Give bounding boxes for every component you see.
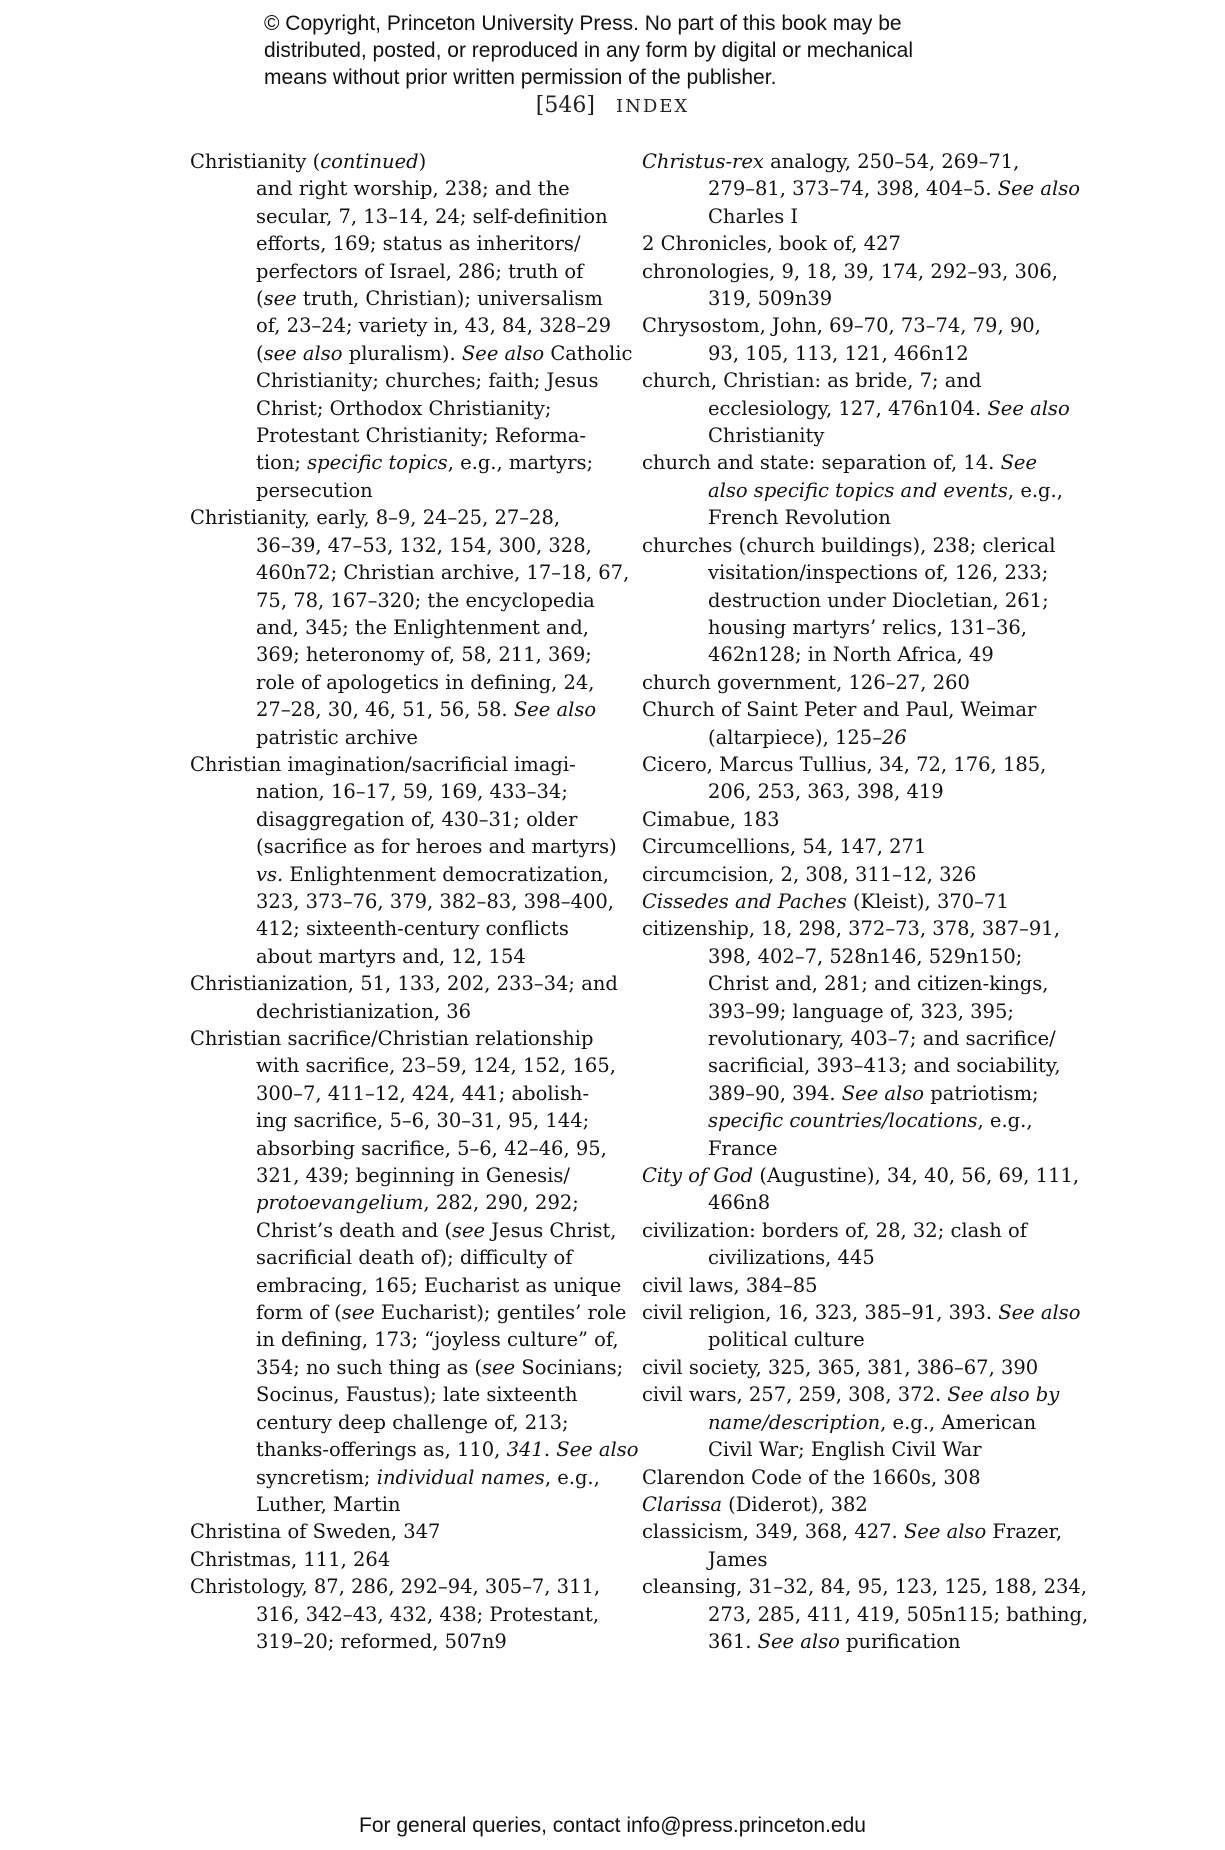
index-column-right xyxy=(642,148,1089,1655)
index-entry xyxy=(642,696,1062,751)
index-entry-subline: 389–90, 394. See also patriotism; xyxy=(708,1081,1039,1105)
index-entry-subline: form of (see Eucharist); gentiles’ role xyxy=(256,1301,627,1325)
index-entry-subline: vs. Enlightenment democratization, xyxy=(256,862,609,886)
index-entry-heading: Cicero, Marcus Tullius, 34, 72, 176, 185, xyxy=(642,752,1047,776)
index-entry xyxy=(642,1299,1081,1354)
index-entry xyxy=(190,1573,610,1655)
section-title: INDEX xyxy=(615,96,690,117)
index-entry-subline: century deep challenge of, 213; xyxy=(256,1410,569,1434)
index-entry-subline: (sacrifice as for heroes and martyrs) xyxy=(256,835,617,859)
index-entry xyxy=(642,258,1062,313)
index-entry-subline: absorbing sacrifice, 5–6, 42–46, 95, xyxy=(256,1136,607,1160)
index-entry-subline: French Revolution xyxy=(708,506,891,530)
index-entry-subline: embracing, 165; Eucharist as unique xyxy=(256,1273,622,1297)
index-entry-subline: 319–20; reformed, 507n9 xyxy=(256,1629,507,1653)
index-entry-subline: dechristianization, 36 xyxy=(256,999,472,1023)
index-entry xyxy=(642,915,1062,1162)
index-entry-subline: (see also pluralism). See also Catholic xyxy=(256,341,633,365)
index-entry xyxy=(642,1464,1062,1491)
index-entry xyxy=(642,148,1080,230)
index-entry-heading: church, Christian: as bride, 7; and xyxy=(642,369,982,393)
index-entry xyxy=(642,1381,1062,1463)
index-entry-heading: Cimabue, 183 xyxy=(642,807,780,831)
index-entry-subline: 466n8 xyxy=(708,1191,771,1215)
index-entry-subline: Protestant Christianity; Reforma- xyxy=(256,424,586,448)
index-entry-subline: also specific topics and events, e.g., xyxy=(708,478,1063,502)
index-entry-subline: France xyxy=(708,1136,778,1160)
index-entry-subline: Civil War; English Civil War xyxy=(708,1438,982,1462)
index-entry-subline: revolutionary, 403–7; and sacrifice/ xyxy=(708,1027,1056,1050)
copyright-notice xyxy=(264,10,1024,91)
index-entry-heading: Chrysostom, John, 69–70, 73–74, 79, 90, xyxy=(642,314,1041,338)
index-entry-subline: in defining, 173; “joyless culture” of, xyxy=(256,1328,619,1352)
index-entry xyxy=(642,230,1062,257)
index-entry xyxy=(642,1491,1062,1518)
index-entry-subline: visitation/inspections of, 126, 233; xyxy=(708,561,1049,585)
index-entry-subline: 460n72; Christian archive, 17–18, 67, xyxy=(256,561,630,585)
index-entry-heading: Christianity (continued) xyxy=(190,150,427,173)
index-entry xyxy=(642,1217,1062,1272)
index-entry-heading: Christian sacrifice/Christian relationship xyxy=(190,1027,594,1050)
index-entry-subline: Christ and, 281; and citizen-kings, xyxy=(708,972,1049,996)
index-entry-subline: 393–99; language of, 323, 395; xyxy=(708,999,1014,1023)
index-entry xyxy=(190,1518,610,1545)
index-entry-heading: church and state: separation of, 14. See xyxy=(642,451,1038,475)
index-entry-subline: role of apologetics in defining, 24, xyxy=(256,670,595,694)
index-entry-subline: sacrificial death of); difficulty of xyxy=(256,1246,573,1270)
page-number: [546] xyxy=(535,93,595,118)
index-entry-subline: ecclesiology, 127, 476n104. See also xyxy=(708,396,1070,420)
index-entry-subline: efforts, 169; status as inheritors/ xyxy=(256,232,581,256)
index-entry-subline: with sacrifice, 23–59, 124, 152, 165, xyxy=(256,1054,616,1078)
index-entry-subline: civilizations, 445 xyxy=(708,1246,875,1270)
running-head xyxy=(0,92,1225,121)
index-entry xyxy=(190,504,630,751)
index-entry-heading: classicism, 349, 368, 427. See also Frazer, xyxy=(642,1520,1063,1544)
index-entry-heading: civil laws, 384–85 xyxy=(642,1273,818,1297)
index-entry-subline: syncretism; individual names, e.g., xyxy=(256,1465,600,1489)
index-entry-heading: churches (church buildings), 238; clerical xyxy=(642,533,1056,557)
index-entry-subline: Luther, Martin xyxy=(256,1492,401,1516)
index-entry-subline: 462n128; in North Africa, 49 xyxy=(708,643,994,667)
index-entry-heading: civil society, 325, 365, 381, 386–67, 390 xyxy=(642,1355,1039,1379)
index-entry xyxy=(642,861,1062,888)
index-entry xyxy=(642,1354,1062,1381)
index-entry xyxy=(642,312,1062,367)
index-entry-subline: Christianity; churches; faith; Jesus xyxy=(256,369,599,393)
index-entry-heading: Circumcellions, 54, 147, 271 xyxy=(642,835,927,859)
index-entry-subline: 279–81, 373–74, 398, 404–5. See also xyxy=(708,177,1080,201)
index-entry xyxy=(642,367,1070,449)
index-entry-subline: 316, 342–43, 432, 438; Protestant, xyxy=(256,1602,600,1626)
index-entry-heading: civilization: borders of, 28, 32; clash of xyxy=(642,1218,1027,1242)
index-entry-heading: Christian imagination/sacrificial imagi- xyxy=(190,752,576,776)
index-entry-subline: 354; no such thing as (see Socinians; xyxy=(256,1355,624,1379)
index-entry-heading: church government, 126–27, 260 xyxy=(642,670,970,694)
index-entry-heading: Christology, 87, 286, 292–94, 305–7, 311, xyxy=(190,1575,601,1599)
index-entry-subline: of, 23–24; variety in, 43, 84, 328–29 xyxy=(256,314,611,338)
index-entry xyxy=(190,1546,610,1573)
index-entry-subline: 75, 78, 167–320; the encyclopedia xyxy=(256,588,595,612)
index-entry-heading: Clarendon Code of the 1660s, 308 xyxy=(642,1465,981,1489)
index-entry-heading: Christus-rex analogy, 250–54, 269–71, xyxy=(642,150,1020,173)
index-entry-subline: 206, 253, 363, 398, 419 xyxy=(708,780,944,804)
index-entry-heading: cleansing, 31–32, 84, 95, 123, 125, 188, 234, xyxy=(642,1575,1088,1599)
index-entry-subline: tion; specific topics, e.g., martyrs; xyxy=(256,451,594,475)
index-entry-subline: Charles I xyxy=(708,204,799,228)
index-entry-subline: Christ’s death and (see Jesus Christ, xyxy=(256,1218,617,1242)
index-entry-subline: protoevangelium, 282, 290, 292; xyxy=(256,1191,579,1215)
copyright-line: © Copyright, Princeton University Press. No part of this book may be xyxy=(264,12,902,35)
index-entry xyxy=(190,1025,639,1518)
index-entry-subline: patristic archive xyxy=(256,725,418,749)
index-column-left xyxy=(190,148,639,1655)
index-entry xyxy=(642,833,1062,860)
index-entry xyxy=(190,970,618,1025)
index-entry xyxy=(642,1272,1062,1299)
index-entry-subline: and, 345; the Enlightenment and, xyxy=(256,615,589,639)
index-entry-subline: persecution xyxy=(256,478,373,502)
copyright-line: distributed, posted, or reproduced in any form by digital or mechanical xyxy=(264,39,914,62)
index-entry-subline: 93, 105, 113, 121, 466n12 xyxy=(708,341,969,365)
index-entry-heading: citizenship, 18, 298, 372–73, 378, 387–91, xyxy=(642,917,1060,941)
index-entry-heading: Christmas, 111, 264 xyxy=(190,1547,391,1571)
index-entry-heading: Christianity, early, 8–9, 24–25, 27–28, xyxy=(190,506,561,530)
index-entry-subline: 36–39, 47–53, 132, 154, 300, 328, xyxy=(256,533,592,557)
index-entry-subline: housing martyrs’ relics, 131–36, xyxy=(708,615,1027,639)
index-entry xyxy=(642,806,1062,833)
index-entry-heading: Christina of Sweden, 347 xyxy=(190,1520,441,1544)
copyright-line: means without prior written permission of the publisher. xyxy=(264,66,777,89)
index-entry-subline: secular, 7, 13–14, 24; self-definition xyxy=(256,204,608,228)
index-entry-subline: (see truth, Christian); universalism xyxy=(256,287,603,311)
index-entry xyxy=(642,532,1062,669)
index-entry-heading: Church of Saint Peter and Paul, Weimar xyxy=(642,698,1037,722)
index-entry-subline: name/description, e.g., American xyxy=(708,1410,1037,1434)
index-entry-subline: Socinus, Faustus); late sixteenth xyxy=(256,1383,578,1407)
index-entry-heading: City of God (Augustine), 34, 40, 56, 69, 111, xyxy=(642,1164,1080,1188)
index-entry-subline: 321, 439; beginning in Genesis/ xyxy=(256,1164,570,1188)
index-entry-subline: about martyrs and, 12, 154 xyxy=(256,944,526,968)
index-entry-subline: (altarpiece), 125–26 xyxy=(708,725,907,749)
index-entry-subline: 412; sixteenth-century conflicts xyxy=(256,917,569,941)
index-entry xyxy=(190,148,633,504)
index-entry-subline: Christianity xyxy=(708,424,825,448)
index-entry-heading: Cissedes and Paches (Kleist), 370–71 xyxy=(642,889,1009,913)
index-entry-subline: James xyxy=(708,1547,768,1571)
index-entry-heading: chronologies, 9, 18, 39, 174, 292–93, 306, xyxy=(642,259,1058,283)
index-entry-subline: nation, 16–17, 59, 169, 433–34; xyxy=(256,780,568,804)
index-entry-subline: destruction under Diocletian, 261; xyxy=(708,588,1049,612)
index-entry xyxy=(642,1162,1080,1217)
index-entry-subline: political culture xyxy=(708,1328,865,1352)
index-entry-subline: Christ; Orthodox Christianity; xyxy=(256,396,552,420)
index-entry-subline: 323, 373–76, 379, 382–83, 398–400, xyxy=(256,889,614,913)
index-entry-subline: 300–7, 411–12, 424, 441; abolish- xyxy=(256,1081,590,1105)
index-entry-heading: circumcision, 2, 308, 311–12, 326 xyxy=(642,862,977,886)
index-entry xyxy=(642,751,1062,806)
index-entry-heading: civil religion, 16, 323, 385–91, 393. See also xyxy=(642,1301,1081,1325)
index-entry-subline: sacrificial, 393–413; and sociability, xyxy=(708,1054,1061,1078)
index-entry-subline: specific countries/locations, e.g., xyxy=(708,1109,1033,1133)
index-entry-subline: thanks-offerings as, 110, 341. See also xyxy=(256,1438,639,1462)
index-entry-subline: 27–28, 30, 46, 51, 56, 58. See also xyxy=(256,698,597,722)
index-entry-subline: 361. See also purification xyxy=(708,1629,961,1653)
index-entry-subline: 398, 402–7, 528n146, 529n150; xyxy=(708,944,1023,968)
index-entry-heading: civil wars, 257, 259, 308, 372. See also by xyxy=(642,1383,1060,1407)
index-entry xyxy=(190,751,617,970)
index-entry-heading: Christianization, 51, 133, 202, 233–34; and xyxy=(190,972,618,996)
index-entry-heading: 2 Chronicles, book of, 427 xyxy=(642,232,901,256)
index-entry-subline: 273, 285, 411, 419, 505n115; bathing, xyxy=(708,1602,1089,1626)
index-entry-heading: Clarissa (Diderot), 382 xyxy=(642,1492,868,1516)
index-entry xyxy=(642,1573,1089,1655)
index-entry xyxy=(642,669,1062,696)
index-entry-subline: disaggregation of, 430–31; older xyxy=(256,807,578,831)
index-entry xyxy=(642,1518,1062,1573)
index-entry-subline: ing sacrifice, 5–6, 30–31, 95, 144; xyxy=(256,1109,590,1133)
index-entry xyxy=(642,888,1062,915)
index-entry xyxy=(642,449,1062,531)
index-entry-subline: perfectors of Israel, 286; truth of xyxy=(256,259,584,283)
index-entry-subline: 319, 509n39 xyxy=(708,287,833,311)
index-entry-subline: 369; heteronomy of, 58, 211, 369; xyxy=(256,643,592,667)
index-entry-subline: and right worship, 238; and the xyxy=(256,177,570,201)
footer-contact: For general queries, contact info@press.princeton.edu xyxy=(359,1814,866,1837)
